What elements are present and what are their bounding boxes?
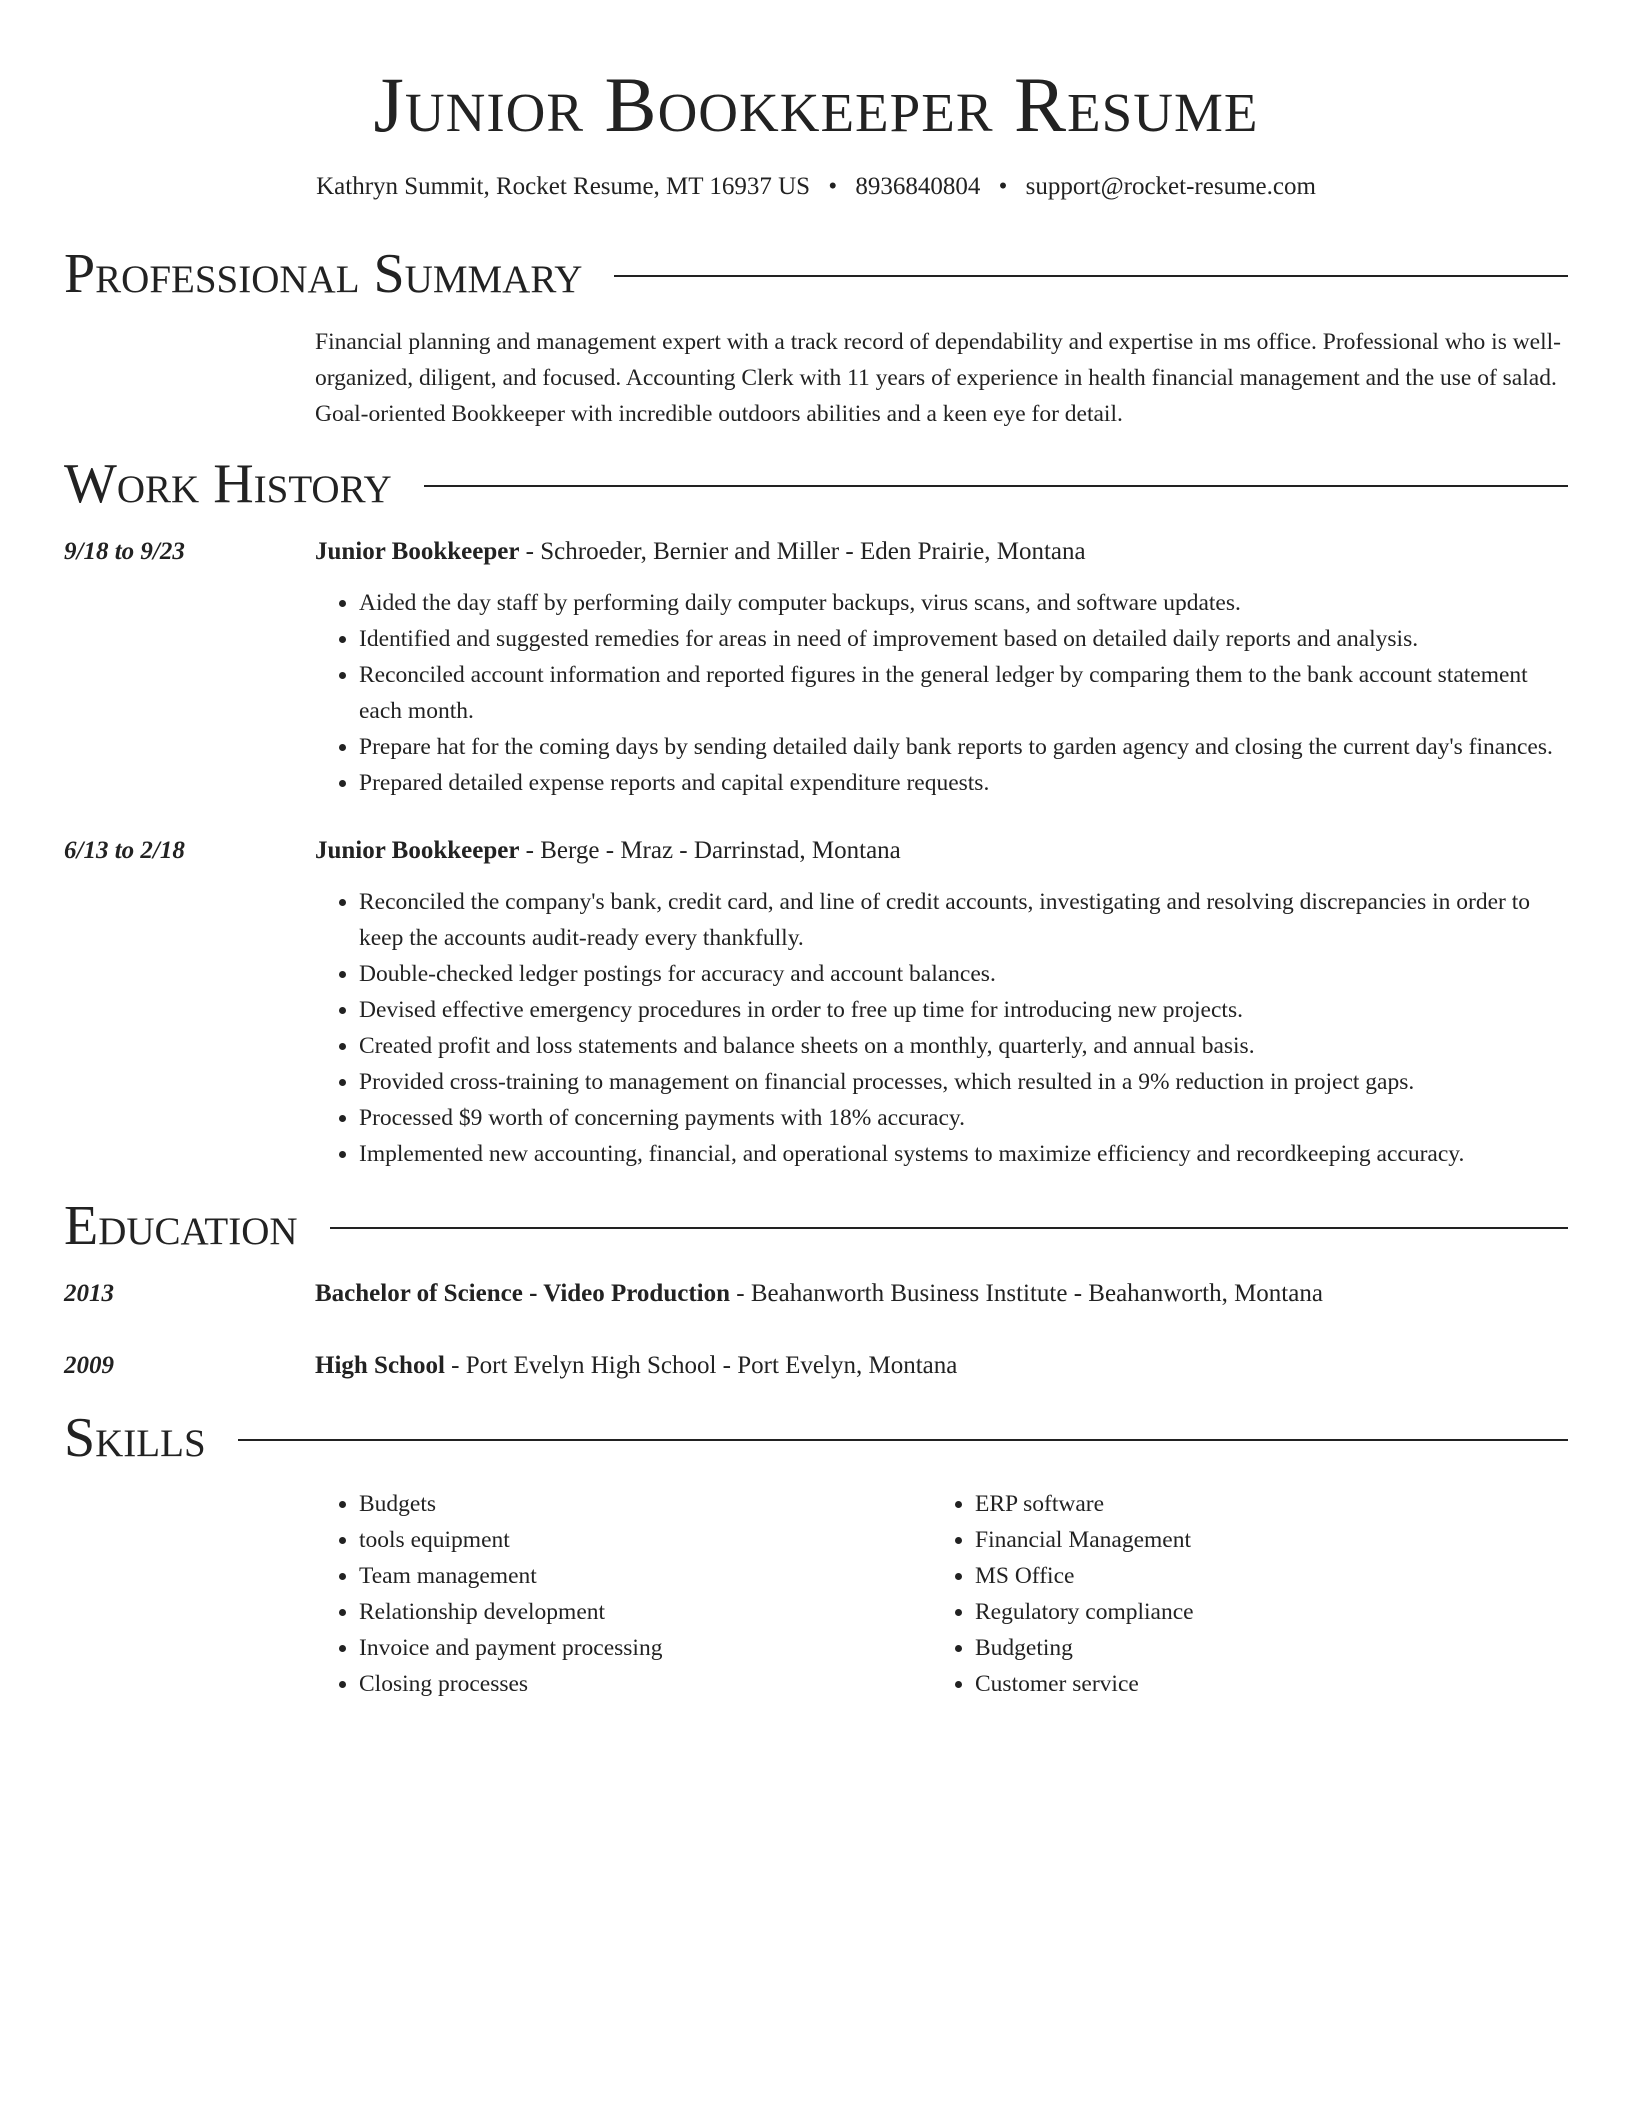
job-bullet: • Processed $9 worth of concerning payments with 18% accuracy. bbox=[359, 1100, 1568, 1136]
summary-heading: Professional Summary bbox=[64, 243, 583, 305]
education-degree: Bachelor of Science - Video Production bbox=[315, 1280, 731, 1307]
job-bullets bbox=[315, 585, 1568, 801]
resume-title: Junior Bookkeeper Resume bbox=[373, 61, 1259, 148]
skill-item: • Team management bbox=[359, 1558, 931, 1594]
job-bullet: • Identified and suggested remedies for areas in need of improvement based on detailed daily reports and analysis. bbox=[359, 621, 1568, 657]
job-details: - Berge - Mraz - Darrinstad, Montana bbox=[519, 837, 901, 864]
skills-section-header bbox=[64, 1406, 1568, 1470]
job-role: Junior Bookkeeper bbox=[315, 837, 520, 864]
contact-line bbox=[64, 170, 1568, 204]
skills-column-left bbox=[315, 1486, 931, 1702]
summary-section-header bbox=[64, 242, 1568, 306]
job-bullet: • Prepared detailed expense reports and capital expenditure requests. bbox=[359, 765, 1568, 801]
work-section-header bbox=[64, 452, 1568, 516]
skill-item: • Customer service bbox=[975, 1666, 1547, 1702]
skills-list bbox=[315, 1486, 1568, 1702]
job-bullet: • Devised effective emergency procedures in order to free up time for introducing new projects. bbox=[359, 992, 1568, 1028]
section-divider bbox=[424, 485, 1568, 487]
resume-page bbox=[64, 0, 1568, 1702]
job-header bbox=[315, 534, 1568, 570]
job-header bbox=[315, 833, 1568, 869]
job-bullet: • Prepare hat for the coming days by sending detailed daily bank reports to garden agency and closing the current day's finances. bbox=[359, 729, 1568, 765]
skill-item: • tools equipment bbox=[359, 1522, 931, 1558]
job-entry bbox=[64, 534, 1568, 801]
contact-email: support@rocket-resume.com bbox=[1025, 173, 1316, 200]
education-details: - Beahanworth Business Institute - Beahanworth, Montana bbox=[730, 1280, 1323, 1307]
contact-address: Kathryn Summit, Rocket Resume, MT 16937 US bbox=[316, 173, 811, 200]
job-dates: 9/18 to 9/23 bbox=[64, 538, 185, 565]
skill-item: • Closing processes bbox=[359, 1666, 931, 1702]
skill-item: • MS Office bbox=[975, 1558, 1547, 1594]
job-body bbox=[315, 534, 1568, 801]
work-heading: Work History bbox=[64, 453, 392, 515]
education-body bbox=[315, 1348, 1568, 1384]
contact-separator: • bbox=[828, 173, 838, 200]
education-heading: Education bbox=[64, 1195, 298, 1257]
skill-item: • Invoice and payment processing bbox=[359, 1630, 931, 1666]
job-bullet: • Reconciled account information and reported figures in the general ledger by comparing them to the bank account statement each month. bbox=[359, 657, 1568, 729]
section-divider bbox=[238, 1439, 1568, 1441]
skill-item: • Budgeting bbox=[975, 1630, 1547, 1666]
job-details: - Schroeder, Bernier and Miller - Eden Prairie, Montana bbox=[519, 538, 1086, 565]
skill-item: • ERP software bbox=[975, 1486, 1547, 1522]
job-bullet: • Provided cross-training to management on financial processes, which resulted in a 9% reduction in project gaps. bbox=[359, 1064, 1568, 1100]
job-bullet: • Reconciled the company's bank, credit card, and line of credit accounts, investigating and resolving discrepancies in order to keep the accounts audit-ready every thankfully. bbox=[359, 884, 1568, 956]
section-divider bbox=[330, 1227, 1568, 1229]
summary-text: Financial planning and management expert with a track record of dependability and expertise in ms office. Professional who is well-organized, diligent, and focused. Accounting Clerk with 11 years of experience in health financial management and the use of salad. Goal-oriented Bookkeeper with incredible outdoors abilities and a keen eye for detail. bbox=[315, 329, 1561, 427]
skills-heading: Skills bbox=[64, 1407, 206, 1469]
education-body bbox=[315, 1276, 1568, 1312]
skill-item: • Regulatory compliance bbox=[975, 1594, 1547, 1630]
skill-item: • Budgets bbox=[359, 1486, 931, 1522]
contact-phone: 8936840804 bbox=[855, 173, 981, 200]
job-bullet: • Aided the day staff by performing daily computer backups, virus scans, and software updates. bbox=[359, 585, 1568, 621]
education-year: 2013 bbox=[64, 1280, 114, 1307]
skills-bullets bbox=[315, 1486, 931, 1702]
skill-item: • Relationship development bbox=[359, 1594, 931, 1630]
skills-bullets bbox=[931, 1486, 1547, 1702]
job-bullet: • Created profit and loss statements and balance sheets on a monthly, quarterly, and annual basis. bbox=[359, 1028, 1568, 1064]
education-year: 2009 bbox=[64, 1352, 114, 1379]
job-bullet: • Double-checked ledger postings for accuracy and account balances. bbox=[359, 956, 1568, 992]
section-divider bbox=[614, 275, 1568, 277]
education-degree: High School bbox=[315, 1352, 445, 1379]
education-entry bbox=[64, 1348, 1568, 1384]
skills-column-right bbox=[931, 1486, 1547, 1702]
skill-item: • Financial Management bbox=[975, 1522, 1547, 1558]
job-entry bbox=[64, 833, 1568, 1172]
contact-separator: • bbox=[998, 173, 1008, 200]
education-details: - Port Evelyn High School - Port Evelyn, Montana bbox=[444, 1352, 958, 1379]
job-dates: 6/13 to 2/18 bbox=[64, 837, 185, 864]
job-role: Junior Bookkeeper bbox=[315, 538, 520, 565]
education-section-header bbox=[64, 1194, 1568, 1258]
job-bullet: • Implemented new accounting, financial, and operational systems to maximize efficiency and recordkeeping accuracy. bbox=[359, 1136, 1568, 1172]
job-bullets bbox=[315, 884, 1568, 1172]
education-entry bbox=[64, 1276, 1568, 1312]
job-body bbox=[315, 833, 1568, 1172]
